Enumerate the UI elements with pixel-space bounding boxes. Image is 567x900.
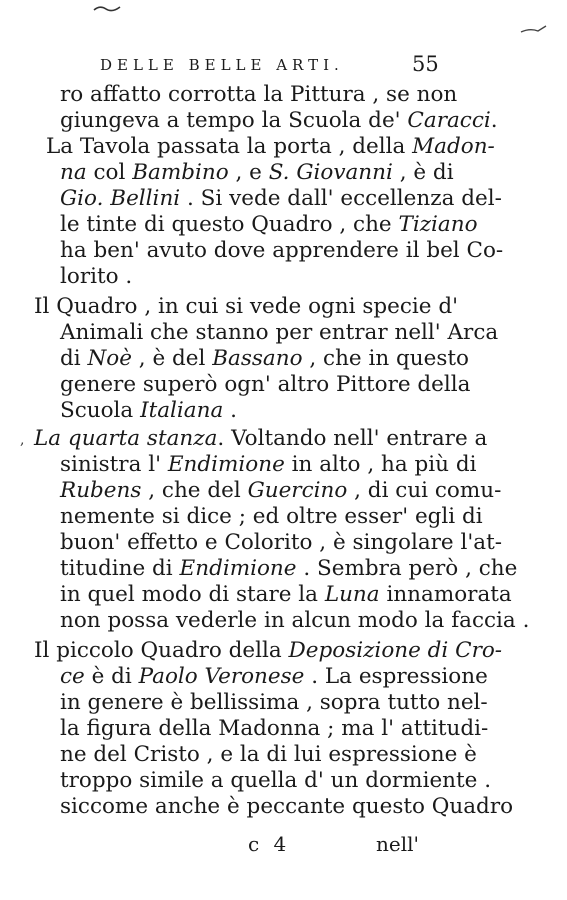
text-line: La quarta stanza. Voltando nell' entrare a [34,426,488,451]
text-line: in genere è bellissima , sopra tutto nel- [60,690,488,715]
text-line: lorito . [60,264,133,289]
text-line: Gio. Bellini . Si vede dall' eccellenza del- [60,186,502,211]
text-line: buon' effetto e Colorito , è singolare l'at- [60,530,502,555]
text-line: Animali che stanno per entrar nell' Arca [60,320,499,345]
text-line: sinistra l' Endimione in alto , ha più di [60,452,477,477]
text-line: siccome anche è peccante questo Quadro [60,794,514,819]
text-line: ro affatto corrotta la Pittura , se non [60,82,458,107]
text-line: ha ben' avuto dove apprendere il bel Co- [60,238,504,263]
signature-mark: c 4 [248,832,291,856]
text-line: Il Quadro , in cui si vede ogni specie d' [34,294,459,319]
ink-smudge-icon [92,2,122,14]
text-line: le tinte di questo Quadro , che Tiziano [60,212,478,237]
text-line: titudine di Endimione . Sembra però , che [60,556,518,581]
text-line: non possa vederle in alcun modo la faccia . [60,608,530,633]
text-line: Scuola Italiana . [60,398,237,423]
text-line: di Noè , è del Bassano , che in questo [60,346,469,371]
text-line: ce è di Paolo Veronese . La espressione [60,664,488,689]
text-line: la figura della Madonna ; ma l' attitudi- [60,716,489,741]
text-line: Il piccolo Quadro della Deposizione di Cro- [34,638,503,663]
text-line: in quel modo di stare la Luna innamorata [60,582,512,607]
text-line: giungeva a tempo la Scuola de' Caracci. [60,108,498,133]
text-line: ne del Cristo , e la di lui espressione è [60,742,477,767]
text-line: La Tavola passata la porta , della Madon- [46,134,495,159]
text-line: Rubens , che del Guercino , di cui comu- [60,478,502,503]
text-line: genere superò ogn' altro Pittore della [60,372,471,397]
ink-smudge-icon [520,22,548,36]
text-line: nemente si dice ; ed oltre esser' egli di [60,504,483,529]
text-line: na col Bambino , e S. Giovanni , è di [60,160,454,185]
catchword: nell' [376,832,420,856]
margin-mark: , [20,432,25,448]
text-line: troppo simile a quella d' un dormiente . [60,768,492,793]
running-title: DELLE BELLE ARTI. [100,56,344,74]
page-number: 55 [412,52,439,76]
